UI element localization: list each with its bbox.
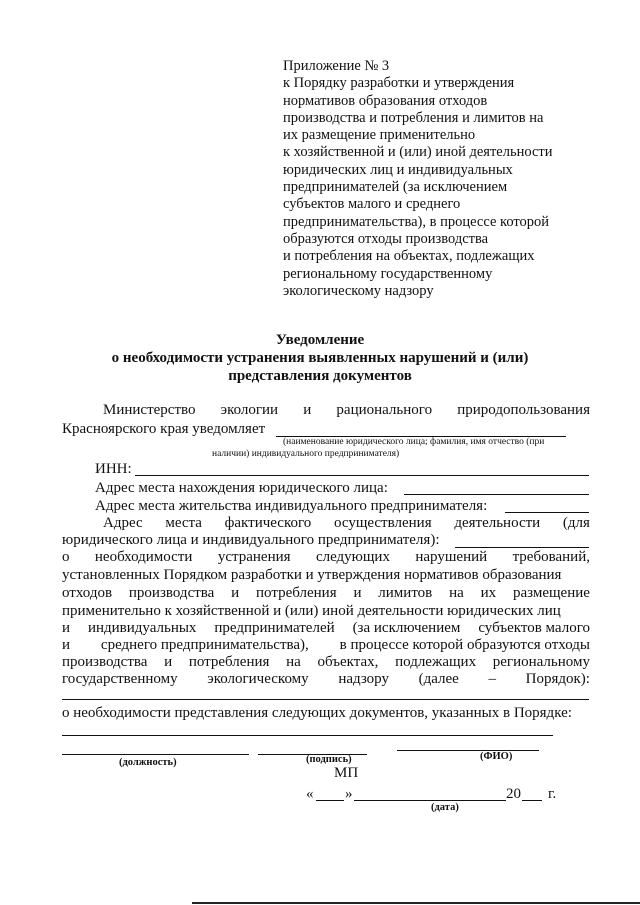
appendix-line: образуются отходы производства [283,230,489,247]
documents-label: о необходимости представления следующих документов, указанных в Порядке: [62,705,572,721]
notifies-label: Красноярского края уведомляет [62,421,266,437]
violations-line: о необходимости устранения следующих нарушений требований, [62,549,590,565]
name-blank[interactable] [397,750,539,751]
appendix-line: региональному государственному [283,265,493,282]
appendix-line: их размещение применительно [283,127,476,144]
title-line-2: о необходимости устранения выявленных нарушений и (или) [111,350,529,366]
name-caption: (ФИО) [480,751,513,762]
actual-address-end: юридического лица и индивидуального предпринимателя): [62,532,440,548]
quote-open: « [306,786,314,802]
ministry-line: Министерство экологии и рационального природопользования [103,402,590,418]
documents-blank[interactable] [62,735,553,736]
position-blank[interactable] [62,754,249,755]
appendix-line: субъектов малого и среднего [283,196,461,213]
date-caption: (дата) [431,802,459,813]
appendix-line: юридических лиц и индивидуальных [283,161,513,178]
violations-line: государственному экологическому надзору (далее – Порядок): [62,671,590,687]
appendix-line: и потребления на объектах, подлежащих [283,248,535,265]
appendix-line: предпринимателей (за исключением [283,179,508,196]
appendix-block [283,58,593,300]
actual-address-blank[interactable] [455,547,589,548]
bottom-edge-line [192,902,640,904]
appendix-line: к хозяйственной и (или) иной деятельности [283,144,553,161]
legal-address-label: Адрес места нахождения юридического лица: [95,480,388,496]
residence-address-blank[interactable] [505,512,589,513]
position-caption: (должность) [119,757,177,768]
day-blank[interactable] [316,800,344,801]
legal-address-blank[interactable] [404,494,589,495]
appendix-line: к Порядку разработки и утверждения [283,75,515,92]
appendix-line: производства и потребления и лимитов на [283,109,544,126]
violations-line: и среднего предпринимательства), в процессе которой образуются отходы [62,637,590,653]
inn-label: ИНН: [95,461,132,477]
violations-line: установленных Порядком разработки и утверждения нормативов образования [62,567,562,583]
actual-address-line: Адрес места фактического осуществления деятельности (для [103,515,590,531]
violations-line: и индивидуальных предпринимателей (за исключением субъектов малого [62,620,590,636]
violations-line: применительно к хозяйственной и (или) иной деятельности юридических лиц [62,603,561,619]
title-line-3: представления документов [228,368,412,384]
title-line-1: Уведомление [275,332,365,348]
year-suffix: г. [548,786,557,802]
violations-blank[interactable] [62,699,589,700]
violations-line: отходов производства и потребления и лимитов на их размещение [62,585,590,601]
recipient-hint: (наименование юридического лица; фамилия, имя отчество (при [283,437,545,447]
signature-caption: (подпись) [306,754,352,765]
appendix-line: предпринимательства), в процессе которой [283,213,550,230]
stamp-label: МП [334,765,359,781]
violations-line: производства и потребления на объектах, подлежащих региональному [62,654,590,670]
quote-close: » [345,786,353,802]
month-blank[interactable] [354,800,506,801]
appendix-line: Приложение № 3 [283,58,390,74]
recipient-hint: наличии) индивидуального предпринимателя) [212,449,400,459]
appendix-line: экологическому надзору [283,282,434,299]
appendix-line: нормативов образования отходов [283,92,488,109]
year-blank[interactable] [522,800,542,801]
residence-address-label: Адрес места жительства индивидуального предпринимателя: [95,498,488,514]
year-prefix: 20 [506,786,521,802]
inn-blank[interactable] [135,475,589,476]
